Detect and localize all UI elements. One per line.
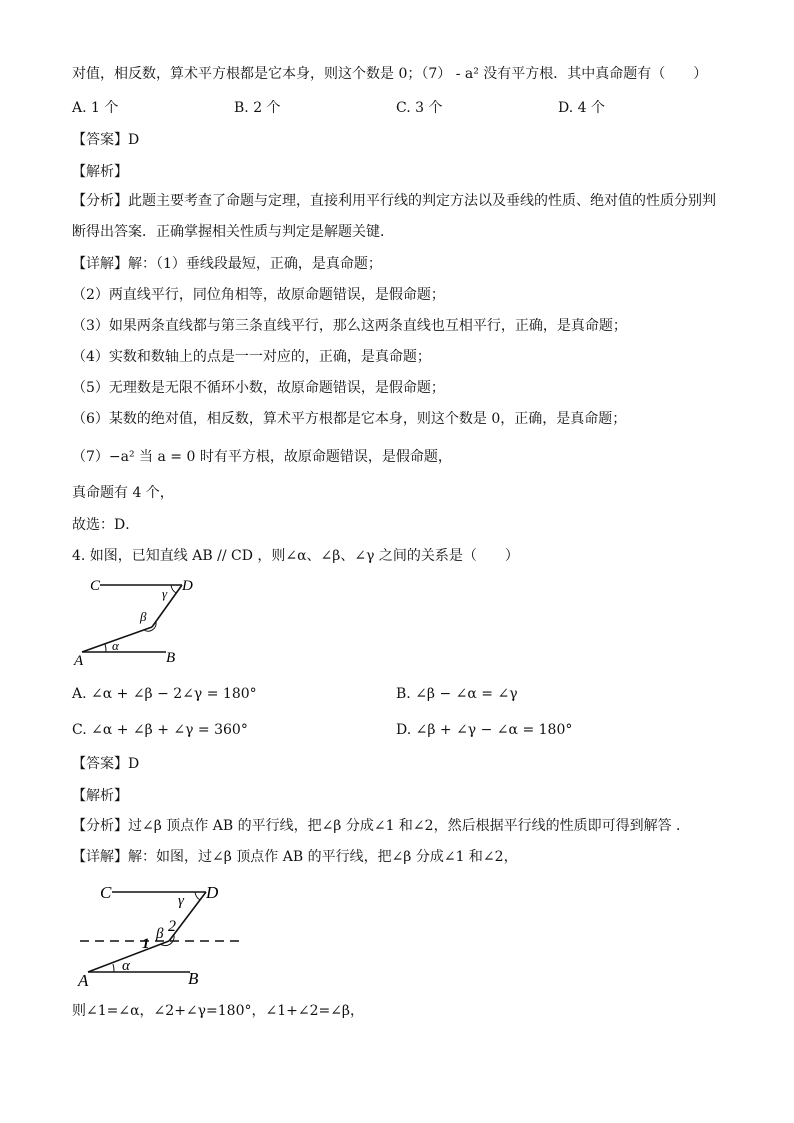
fig2-label-beta: β — [156, 926, 164, 942]
q3-detail-line-2: （2）两直线平行，同位角相等，故原命题错误，是假命题； — [72, 287, 445, 303]
q4-analysis-label: 【解析】 — [72, 788, 128, 804]
q3-detail-line-4: （4）实数和数轴上的点是一一对应的，正确，是真命题； — [72, 349, 431, 365]
q3-fenxi-line-2: 断得出答案．正确掌握相关性质与判定是解题关键． — [72, 224, 394, 240]
q4-option-d: D. ∠β + ∠γ − ∠α = 180° — [396, 722, 573, 738]
q3-option-d: D. 4 个 — [558, 100, 605, 116]
fig2-label-d: D — [206, 883, 219, 902]
fig2-label-c: C — [100, 883, 112, 902]
q4-figure-1 — [70, 572, 210, 672]
q3-answer: 【答案】D — [72, 132, 140, 148]
q3-option-c: C. 3 个 — [396, 100, 443, 116]
q3-option-a: A. 1 个 — [72, 100, 119, 116]
q4-figure-2 — [74, 878, 254, 990]
q3-fenxi-line-1: 【分析】此题主要考查了命题与定理，直接利用平行线的判定方法以及垂线的性质、绝对值的性质分别判 — [72, 193, 716, 209]
q4-detail: 【详解】解：如图，过∠β 顶点作 AB 的平行线，把∠β 分成∠1 和∠2， — [72, 849, 518, 865]
fig2-label-alpha: α — [122, 958, 130, 974]
fig1-label-d: D — [182, 578, 193, 594]
q3-detail-line-1: 【详解】解：（1）垂线段最短，正确，是真命题； — [72, 256, 382, 272]
fig2-label-gamma: γ — [178, 893, 184, 909]
q3-detail-line-3: （3）如果两条直线都与第三条直线平行，那么这两条直线也互相平行，正确，是真命题； — [72, 318, 627, 334]
fig2-label-one: 1 — [142, 936, 150, 952]
q4-option-b: B. ∠β − ∠α = ∠γ — [396, 686, 518, 702]
q4-option-c: C. ∠α + ∠β + ∠γ = 360° — [72, 722, 248, 738]
fig2-label-a: A — [78, 971, 89, 990]
q3-choice: 故选：D． — [72, 517, 140, 533]
q4-stem: 4. 如图，已知直线 AB // CD ，则∠α、∠β、∠γ 之间的关系是（ ） — [72, 548, 519, 564]
q4-option-a: A. ∠α + ∠β − 2∠γ = 180° — [72, 686, 257, 702]
q4-answer: 【答案】D — [72, 756, 140, 772]
fig1-label-c: C — [90, 578, 101, 594]
fig2-label-b: B — [188, 969, 199, 988]
q3-stem-tail: 对值，相反数，算术平方根都是它本身，则这个数是 0；（7） - a² 没有平方根．其中真命题有（ ） — [72, 66, 708, 82]
fig1-label-gamma: γ — [162, 586, 168, 601]
fig1-label-beta: β — [140, 609, 147, 624]
q3-detail-line-5: （5）无理数是无限不循环小数，故原命题错误，是假命题； — [72, 380, 445, 396]
fig1-label-b: B — [166, 650, 176, 666]
q3-analysis-label: 【解析】 — [72, 164, 128, 180]
q4-fenxi: 【分析】过∠β 顶点作 AB 的平行线，把∠β 分成∠1 和∠2，然后根据平行线的性质即可得到解答 ． — [72, 818, 691, 834]
q3-true-count: 真命题有 4 个， — [72, 485, 174, 501]
q3-detail-line-6: （6）某数的绝对值，相反数，算术平方根都是它本身，则这个数是 0，正确，是真命题； — [72, 411, 627, 427]
q3-option-b: B. 2 个 — [234, 100, 281, 116]
q4-conclusion: 则∠1=∠α，∠2+∠γ=180°，∠1+∠2=∠β， — [72, 1003, 365, 1019]
q3-detail-line-7: （7）−a² 当 a = 0 时有平方根，故原命题错误，是假命题， — [72, 449, 452, 465]
fig1-label-a: A — [74, 653, 84, 669]
fig1-label-alpha: α — [112, 638, 119, 653]
fig2-label-two: 2 — [168, 918, 176, 935]
